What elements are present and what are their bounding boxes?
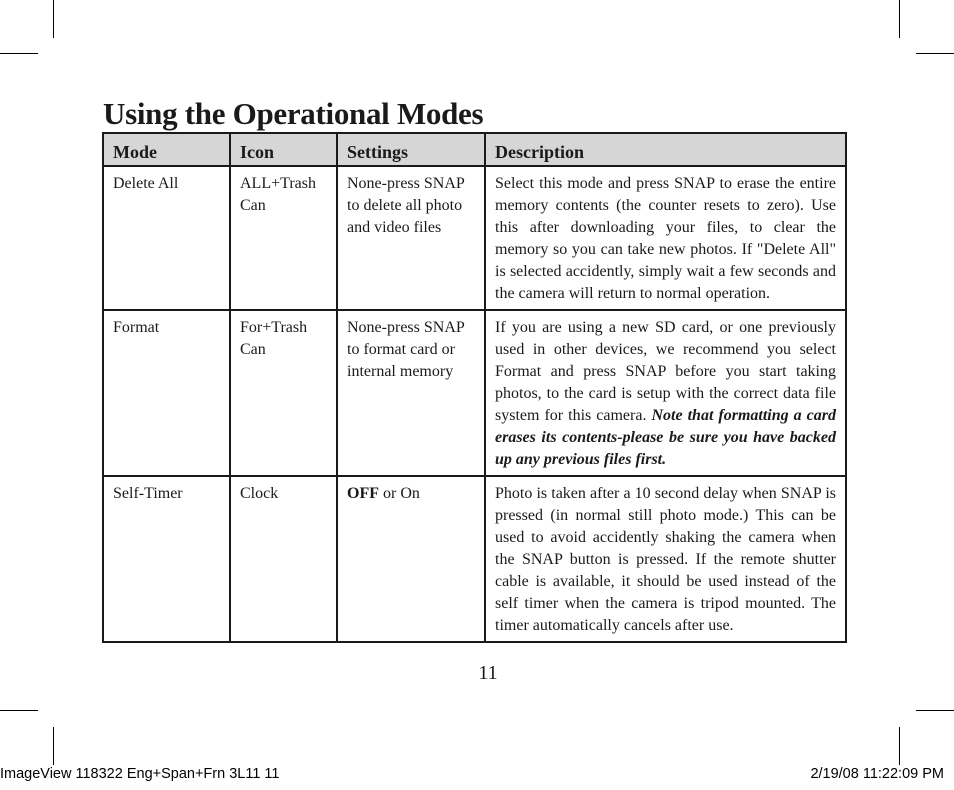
table-header-row xyxy=(103,133,846,166)
cell-icon: ALL+Trash Can xyxy=(230,166,337,310)
modes-table xyxy=(102,132,847,643)
page-number: 11 xyxy=(478,662,498,684)
cell-mode: Delete All xyxy=(103,166,230,310)
page-title: Using the Operational Modes xyxy=(103,96,484,131)
table-row xyxy=(103,166,846,310)
table-row xyxy=(103,476,846,642)
header-settings: Settings xyxy=(337,133,485,166)
crop-mark-bottom-left-h xyxy=(0,710,38,711)
table-row xyxy=(103,310,846,476)
cell-settings xyxy=(337,476,485,642)
settings-default-off: OFF xyxy=(347,485,379,502)
cell-settings: None-press SNAP to format card or internal memory xyxy=(337,310,485,476)
cell-mode: Format xyxy=(103,310,230,476)
header-description: Description xyxy=(485,133,846,166)
cell-settings: None-press SNAP to delete all photo and video files xyxy=(337,166,485,310)
crop-mark-bottom-right xyxy=(899,727,900,765)
crop-mark-bottom-right-h xyxy=(916,710,954,711)
crop-mark-top-right-h xyxy=(916,53,954,54)
crop-mark-top-left xyxy=(53,0,54,38)
crop-mark-top-right xyxy=(899,0,900,38)
cell-description xyxy=(485,310,846,476)
footer-timestamp: 2/19/08 11:22:09 PM xyxy=(810,766,944,782)
cell-description: Select this mode and press SNAP to erase the entire memory contents (the counter resets to zero). Use this after downloading your files, to clear the memory so you can take new photos. If "Delete All" is selected accidently, simply wait a few seconds and the camera will return to normal operation. xyxy=(485,166,846,310)
format-warning-note: Note that formatting a card erases its contents-please be sure you have backed up any previous files first. xyxy=(495,407,837,468)
cell-description: Photo is taken after a 10 second delay when SNAP is pressed (in normal still photo mode.) This can be used to avoid accidently shaking the camera when the SNAP button is pressed. If the remote shutter cable is available, it should be used instead of the self timer when the camera is tripod mounted. The timer automatically cancels after use. xyxy=(485,476,846,642)
settings-alt: or On xyxy=(383,485,420,502)
crop-mark-top-left-h xyxy=(0,53,38,54)
description-text: If you are using a new SD card, or one previously used in other devices, we recommend you select Format and press SNAP before you start taking photos, to the card is setup with the correct data file system for this camera. xyxy=(495,319,836,424)
cell-icon: For+Trash Can xyxy=(230,310,337,476)
cell-mode: Self-Timer xyxy=(103,476,230,642)
header-mode: Mode xyxy=(103,133,230,166)
footer-file-info: ImageView 118322 Eng+Span+Frn 3L11 11 xyxy=(0,766,280,782)
crop-mark-bottom-left xyxy=(53,727,54,765)
header-icon: Icon xyxy=(230,133,337,166)
cell-icon: Clock xyxy=(230,476,337,642)
